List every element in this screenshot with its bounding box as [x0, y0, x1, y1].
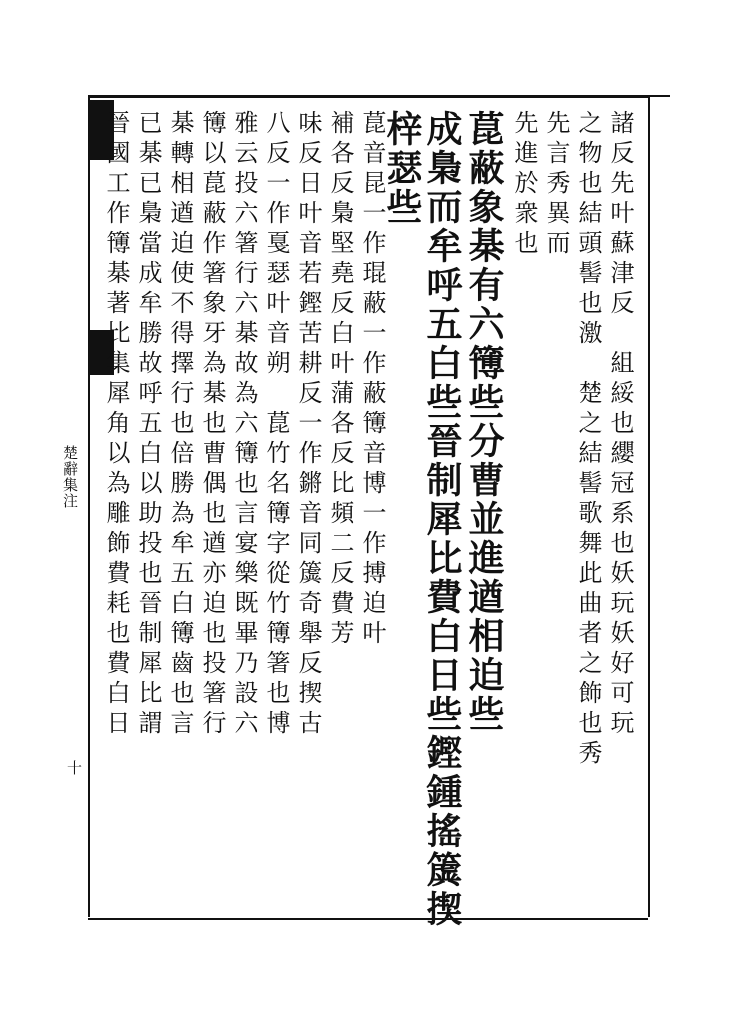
text-column: 先進於衆也: [510, 110, 538, 260]
margin-title: 楚辭集注: [61, 445, 79, 509]
text-column: 菎音昆一作琨蔽一作蔽簙音博一作搏迫叶: [358, 110, 386, 650]
text-column: 味反日叶音若鏗苦耕反一作鏘音同簴奇舉反揳古: [294, 110, 322, 740]
text-column: 補各反梟堅堯反白叶蒲各反比頻二反費芳: [326, 110, 354, 650]
text-column: 諸反先叶蘇津反 組綏也纓冠系也妖玩妖好可玩: [606, 110, 634, 740]
text-column: 之物也結頭髻也激 楚之結髻歌舞此曲者之飾也秀: [574, 110, 602, 770]
text-column: 菎蔽象棊有六簙些分曹並進遒相迫些: [463, 110, 505, 734]
text-column: 晉國工作簙棊著比集犀角以為雕飾費耗也費白日: [102, 110, 130, 740]
text-column: 成梟而牟呼五白些晉制犀比費白日些鏗鍾搖簴揳: [421, 110, 463, 929]
text-column: 雅云投六箸行六棊故為六簙也言宴樂既畢乃設六: [230, 110, 258, 740]
right-border: [648, 95, 650, 917]
text-column: 簙以菎蔽作箸象牙為棊也曹偶也遒亦迫也投箸行: [198, 110, 226, 740]
text-column: 八反一作戛瑟叶音朔 菎竹名簙字從竹簙箸也博: [262, 110, 290, 740]
margin-page-number: 十: [65, 760, 83, 775]
text-column: 先言秀異而: [542, 110, 570, 260]
text-column: 棊轉相遒迫使不得擇行也倍勝為牟五白簙齒也言: [166, 110, 194, 740]
text-column: 梓瑟些: [381, 110, 423, 227]
text-column: 已棊已梟當成牟勝故呼五白以助投也晉制犀比謂: [134, 110, 162, 740]
